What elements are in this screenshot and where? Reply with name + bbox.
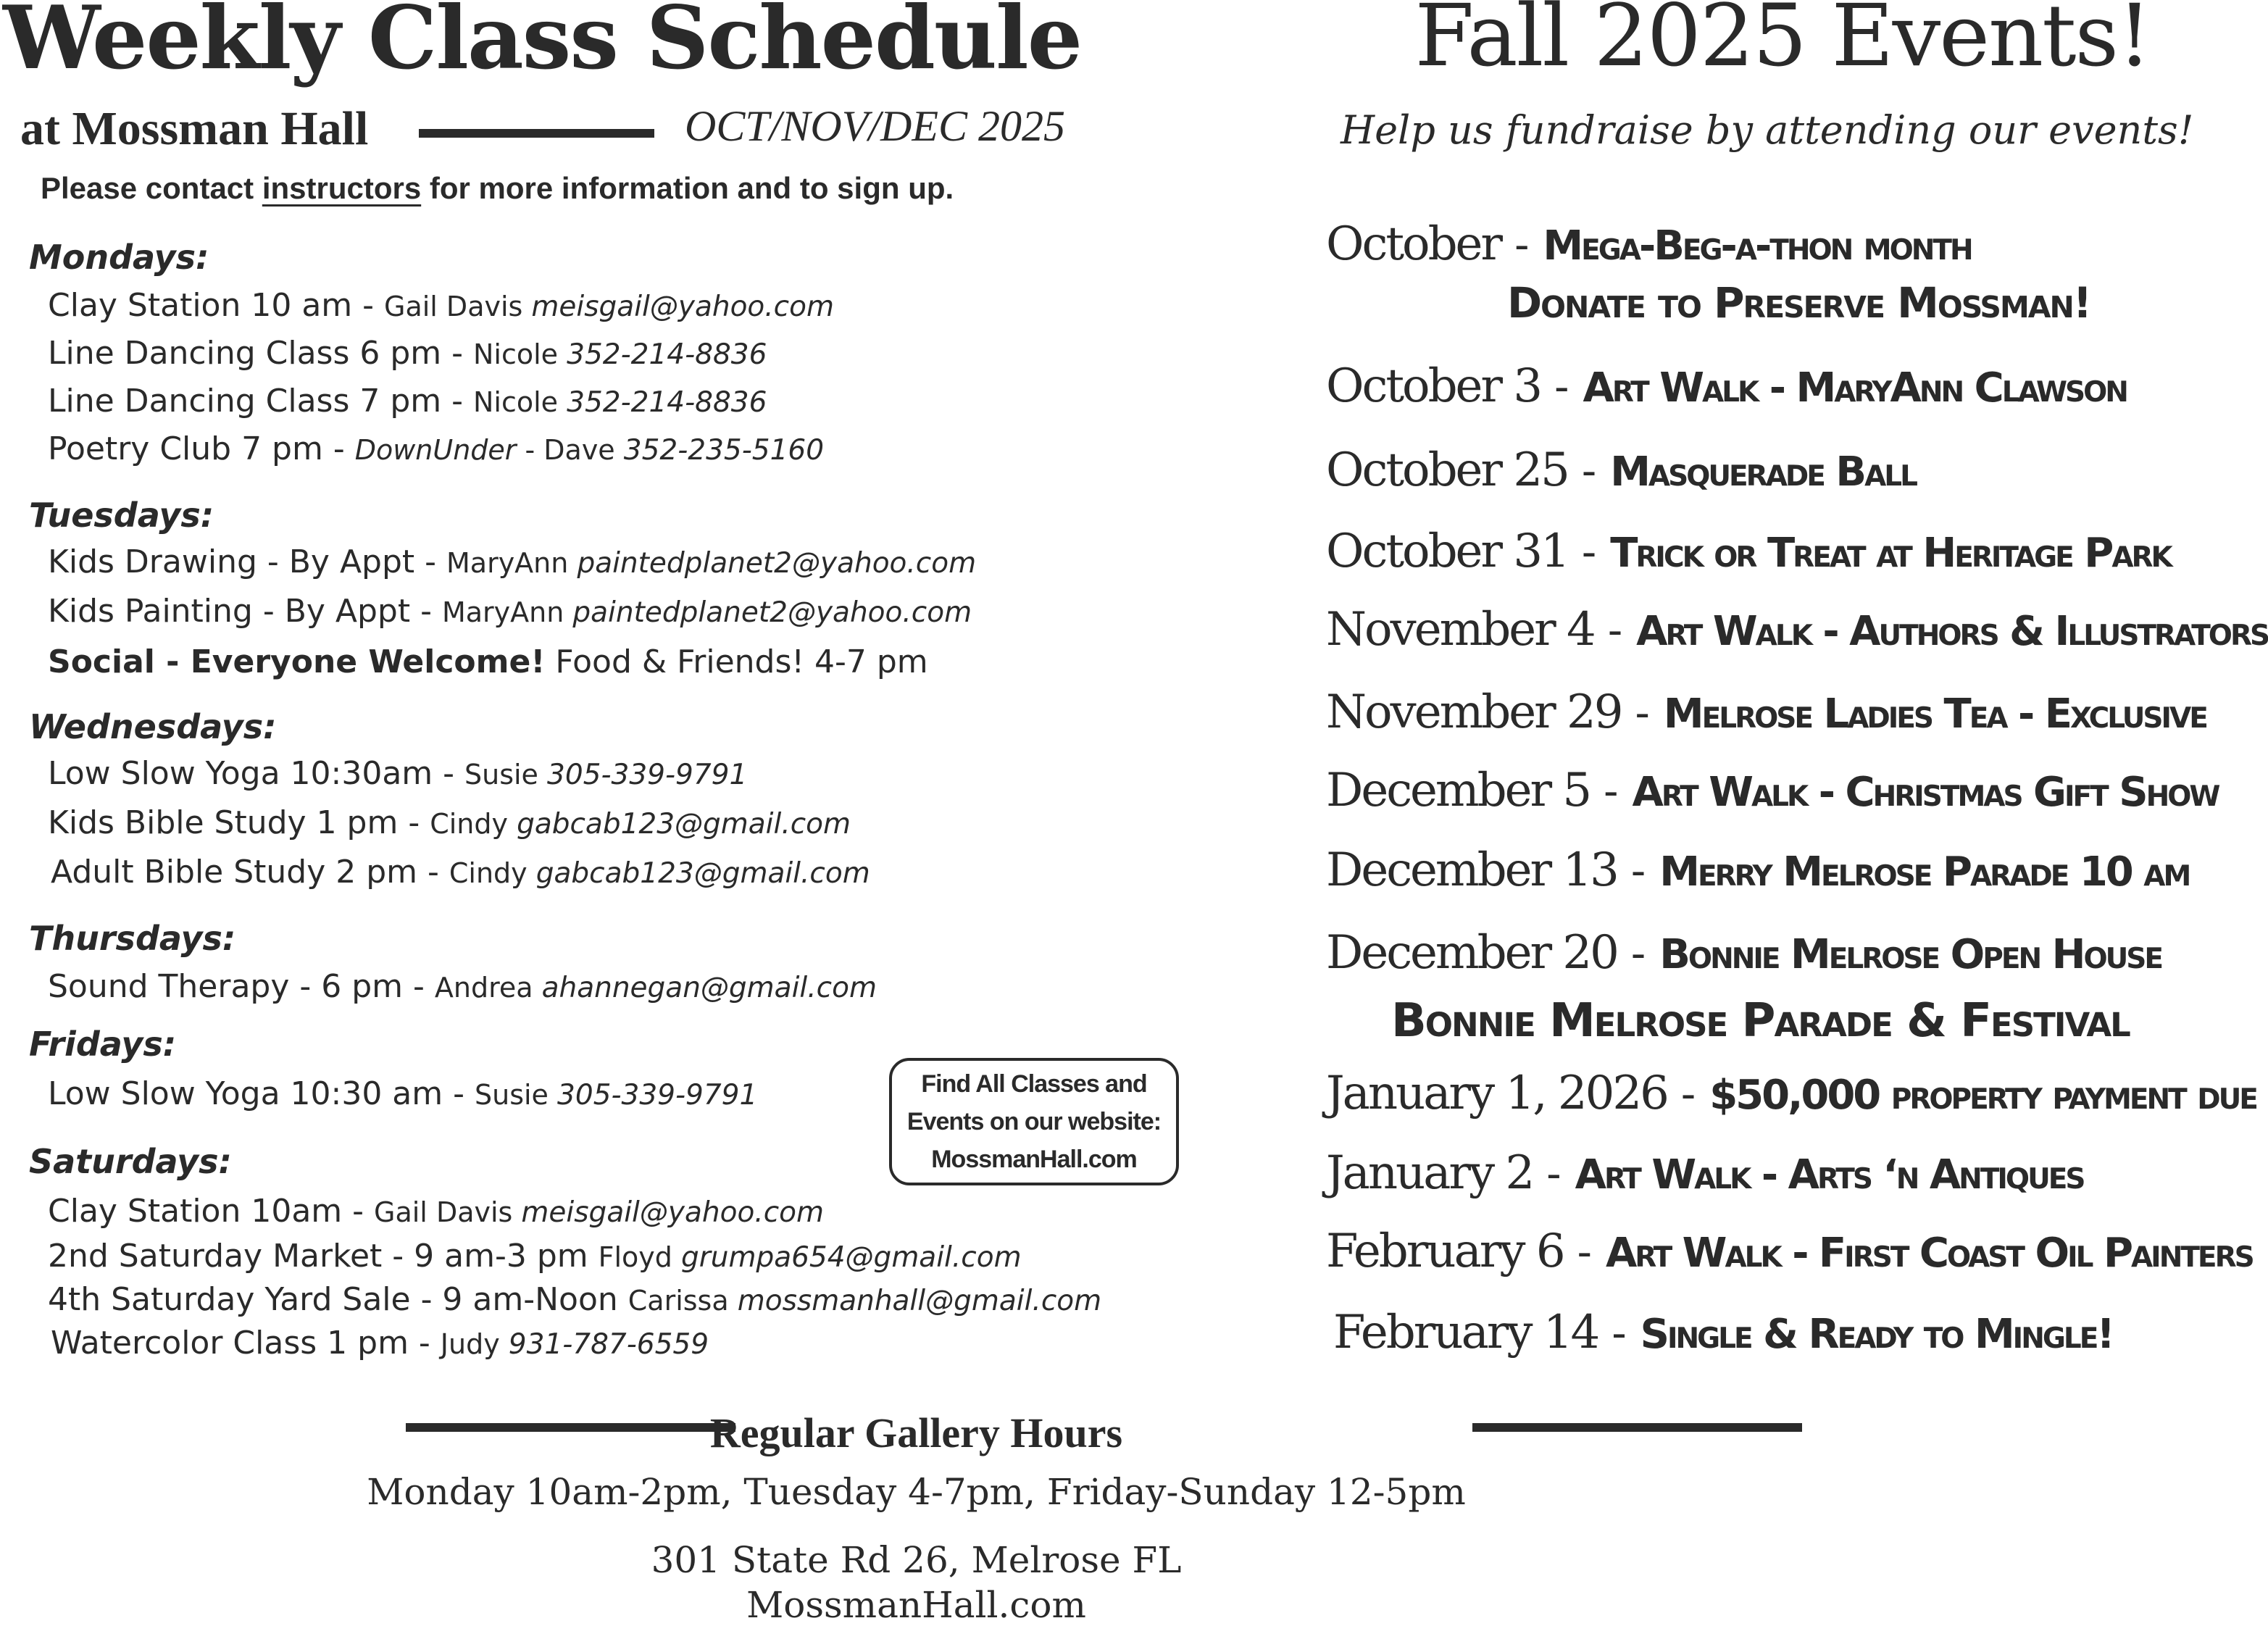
website: MossmanHall.com: [746, 1584, 1086, 1626]
event-row: November 29 - Melrose Ladies Tea - Exclusive: [1326, 685, 2206, 739]
class-schedule: [0, 0, 1304, 1398]
event-description: Art Walk - Christmas Gift Show: [1632, 769, 2219, 816]
schedule-season: OCT/NOV/DEC 2025: [685, 102, 1066, 150]
social-details: Food & Friends! 4-7 pm: [545, 643, 928, 680]
website-callout-box: [889, 1058, 1179, 1185]
contact-note-pre: Please contact: [41, 171, 262, 205]
class-name: Watercolor Class 1 pm -: [51, 1325, 441, 1362]
event-description: Single & Ready to Mingle!: [1640, 1311, 2113, 1358]
class-row: [48, 1193, 824, 1230]
event-description: Art Walk - MaryAnn Clawson: [1583, 364, 2127, 412]
event-date: January 1, 2026: [1326, 1067, 1667, 1120]
class-row: [48, 968, 877, 1005]
gallery-hours: Monday 10am-2pm, Tuesday 4-7pm, Friday-Sunday 12-5pm: [367, 1471, 1466, 1513]
instructor: Susie: [464, 759, 548, 791]
day-heading-thursdays: Thursdays:: [29, 919, 236, 958]
instructor: Judy: [440, 1328, 509, 1360]
class-row: [51, 854, 870, 891]
class-name: 4th Saturday Yard Sale - 9 am-Noon: [48, 1281, 628, 1318]
contact: 352-214-8836: [567, 338, 767, 371]
class-row: [48, 804, 851, 841]
event-row: December 13 - Merry Melrose Parade 10 am: [1326, 843, 2190, 897]
event-description: Art Walk - First Coast Oil Painters: [1605, 1230, 2253, 1277]
contact: 305-339-9791: [557, 1079, 758, 1112]
contact-note-post: for more information and to sign up.: [421, 171, 954, 205]
event-date: December 13: [1326, 843, 1617, 897]
instructor: - Dave: [516, 434, 624, 466]
day-heading-saturdays: Saturdays:: [29, 1142, 232, 1181]
class-name: Poetry Club 7 pm -: [48, 430, 355, 467]
instructor: Gail Davis: [374, 1196, 522, 1228]
website-callout-line: Events on our website:: [906, 1108, 1162, 1135]
contact: meisgail@yahoo.com: [521, 1196, 824, 1229]
class-name: Kids Drawing - By Appt -: [48, 543, 446, 580]
instructor: Nicole: [473, 386, 567, 418]
event-date: February 6: [1326, 1225, 1564, 1278]
class-name: Clay Station 10 am -: [48, 287, 384, 324]
contact: gabcab123@gmail.com: [535, 857, 870, 890]
class-name: Adult Bible Study 2 pm -: [51, 854, 449, 891]
contact-note: [41, 171, 954, 206]
day-heading-fridays: Fridays:: [29, 1025, 177, 1064]
address: 301 State Rd 26, Melrose FL: [651, 1539, 1182, 1581]
instructor: Cindy: [430, 808, 517, 840]
class-row: [48, 430, 824, 467]
event-date: October 31: [1326, 525, 1568, 578]
events-title: Fall 2025 Events!: [1414, 0, 2151, 86]
event-date: November 4: [1326, 603, 1594, 656]
class-name: 2nd Saturday Market - 9 am-3 pm: [48, 1238, 599, 1275]
class-name: Sound Therapy - 6 pm -: [48, 968, 435, 1005]
class-row: [48, 543, 976, 580]
instructor: Gail Davis: [384, 291, 532, 322]
event-description: Masquerade Ball: [1610, 449, 1916, 496]
event-row: February 6 - Art Walk - First Coast Oil Painters: [1326, 1225, 2253, 1278]
class-row: [51, 1325, 709, 1362]
event-continuation: Bonnie Melrose Parade & Festival: [1391, 994, 2130, 1048]
instructor: Nicole: [473, 338, 567, 370]
class-row: [48, 1238, 1022, 1275]
instructor: MaryAnn: [446, 547, 578, 579]
event-row: February 14 - Single & Ready to Mingle!: [1333, 1306, 2113, 1359]
contact: 352-214-8836: [567, 386, 767, 419]
event-date: February 14: [1333, 1306, 1598, 1359]
contact: mossmanhall@gmail.com: [737, 1285, 1102, 1317]
event-date: January 2: [1326, 1146, 1533, 1200]
instructor: Floyd: [598, 1241, 681, 1273]
instructor: Susie: [474, 1079, 558, 1111]
website-callout-url: MossmanHall.com: [931, 1146, 1137, 1173]
event-continuation: Donate to Preserve Mossman!: [1507, 278, 2091, 328]
class-name: Low Slow Yoga 10:30am -: [48, 755, 464, 792]
event-row: December 5 - Art Walk - Christmas Gift Show: [1326, 764, 2219, 817]
contact: 305-339-9791: [547, 759, 748, 791]
event-description: Trick or Treat at Heritage Park: [1610, 530, 2171, 577]
event-date: October: [1326, 217, 1501, 271]
event-row: October - Mega-Beg-a-thon month: [1326, 217, 1972, 271]
event-description: Melrose Ladies Tea - Exclusive: [1663, 691, 2206, 738]
subtitle-divider: [419, 129, 654, 138]
class-row: [48, 643, 928, 680]
class-name: Low Slow Yoga 10:30 am -: [48, 1075, 475, 1112]
day-heading-mondays: Mondays:: [29, 238, 209, 277]
instructor: Cindy: [449, 857, 536, 889]
contact: gabcab123@gmail.com: [517, 808, 851, 841]
event-row: January 2 - Art Walk - Arts ‘n Antiques: [1326, 1146, 2084, 1200]
event-row: January 1, 2026 - $50,000 property payment due: [1326, 1067, 2256, 1120]
class-row: [48, 287, 834, 324]
event-description: $50,000 property payment due: [1709, 1072, 2256, 1119]
day-heading-wednesdays: Wednesdays:: [29, 707, 277, 746]
class-row: [48, 1281, 1101, 1318]
contact-note-instructors: instructors: [262, 171, 422, 205]
event-description: Mega-Beg-a-thon month: [1543, 222, 1972, 270]
contact: 931-787-6559: [508, 1328, 709, 1361]
class-name: Kids Painting - By Appt -: [48, 593, 442, 630]
class-row: [48, 383, 767, 420]
class-name: Clay Station 10am -: [48, 1193, 375, 1230]
event-row: October 3 - Art Walk - MaryAnn Clawson: [1326, 359, 2127, 413]
events-list: [1319, 0, 2268, 1398]
contact: meisgail@yahoo.com: [531, 291, 834, 323]
instructor: Andrea: [434, 972, 542, 1004]
event-description: Merry Melrose Parade 10 am: [1659, 849, 2190, 896]
website-callout-line: Find All Classes and: [921, 1070, 1147, 1098]
event-date: December 20: [1326, 926, 1617, 980]
class-row: [48, 593, 972, 630]
schedule-title: Weekly Class Schedule: [3, 0, 1082, 89]
location: DownUnder: [354, 434, 517, 466]
event-row: November 4 - Art Walk - Authors & Illustrators: [1326, 603, 2268, 656]
class-name: Line Dancing Class 6 pm -: [48, 335, 473, 372]
event-description: Art Walk - Authors & Illustrators: [1636, 608, 2268, 655]
event-description: Bonnie Melrose Open House: [1659, 931, 2162, 978]
event-date: October 3: [1326, 359, 1541, 413]
contact: paintedplanet2@yahoo.com: [577, 547, 977, 580]
contact: paintedplanet2@yahoo.com: [572, 596, 972, 629]
contact: grumpa654@gmail.com: [680, 1241, 1022, 1274]
event-row: October 31 - Trick or Treat at Heritage Park: [1326, 525, 2171, 578]
class-row: [48, 755, 747, 792]
event-row: October 25 - Masquerade Ball: [1326, 443, 1916, 497]
event-description: Art Walk - Arts ‘n Antiques: [1575, 1151, 2084, 1198]
event-date: November 29: [1326, 685, 1622, 739]
class-row: [48, 1075, 757, 1112]
class-name: Line Dancing Class 7 pm -: [48, 383, 473, 420]
day-heading-tuesdays: Tuesdays:: [29, 496, 214, 535]
instructor: MaryAnn: [441, 596, 573, 628]
class-row: [48, 335, 767, 372]
event-date: October 25: [1326, 443, 1568, 497]
event-date: December 5: [1326, 764, 1590, 817]
class-name: Kids Bible Study 1 pm -: [48, 804, 430, 841]
event-row: December 20 - Bonnie Melrose Open House: [1326, 926, 2162, 980]
contact: 352-235-5160: [623, 434, 825, 467]
instructor: Carissa: [628, 1285, 738, 1317]
events-subtitle: Help us fundraise by attending our events!: [1341, 107, 2194, 153]
social-highlight: Social - Everyone Welcome!: [48, 643, 546, 680]
contact: ahannegan@gmail.com: [541, 972, 877, 1004]
schedule-subtitle: at Mossman Hall: [20, 102, 369, 155]
gallery-hours-title: Regular Gallery Hours: [709, 1409, 1123, 1456]
